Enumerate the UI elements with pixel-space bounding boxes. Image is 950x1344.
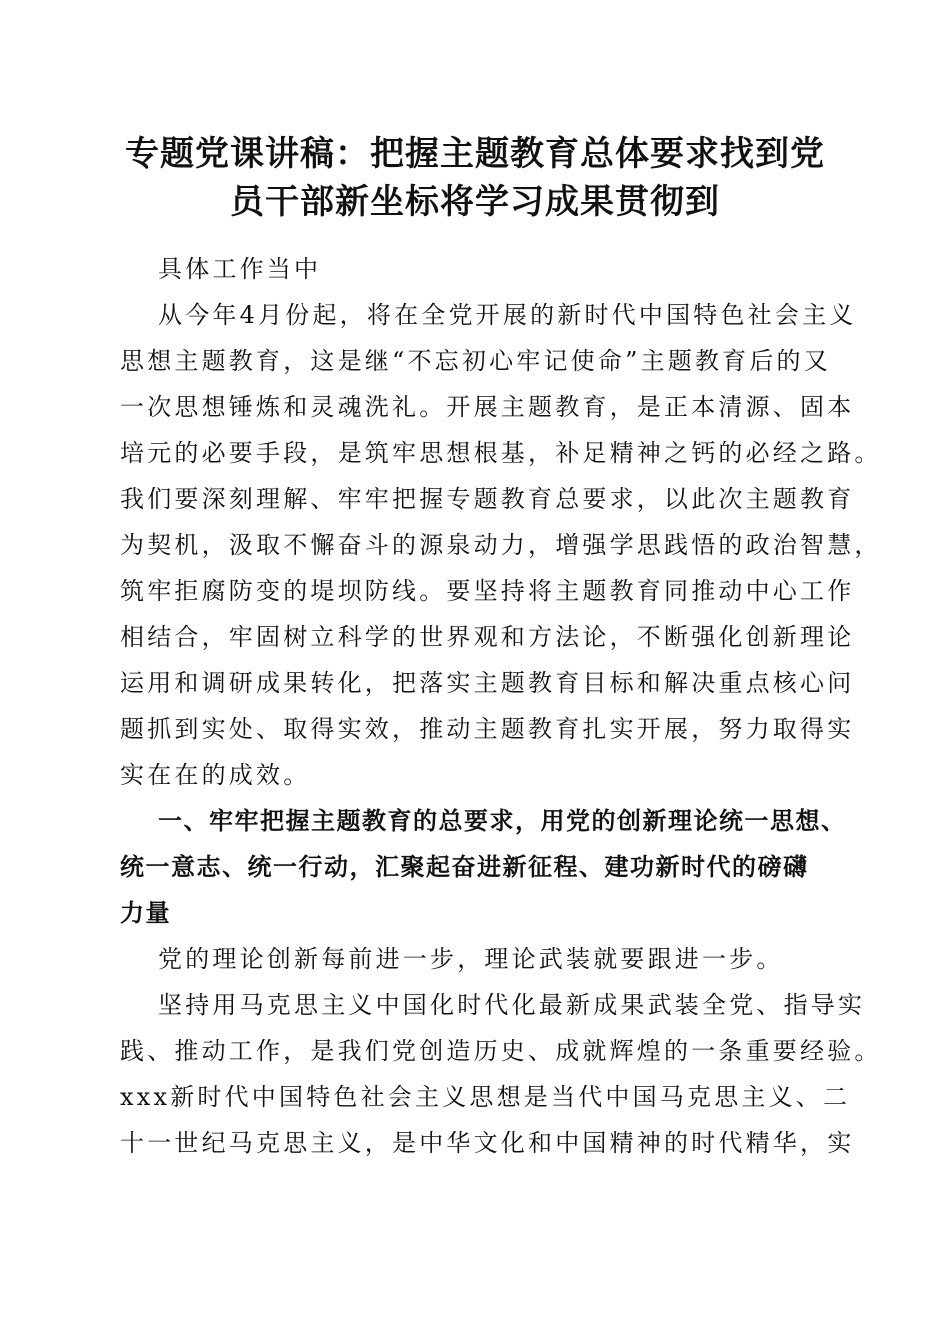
heading-line: 一、牢牢把握主题教育的总要求，用党的创新理论统一思想、 bbox=[158, 807, 847, 835]
text-line: 为契机，汲取不懈奋斗的源泉动力，增强学思践悟的政治智慧， bbox=[120, 531, 882, 559]
text-line: 坚持用马克思主义中国化时代化最新成果武装全党、指导实 bbox=[158, 991, 866, 1019]
section-heading-1 bbox=[120, 798, 847, 936]
text-line: 培元的必要手段，是筑牢思想根基，补足精神之钙的必经之路。 bbox=[120, 439, 882, 467]
text-line: xxx新时代中国特色社会主义思想是当代中国马克思主义、二 bbox=[120, 1083, 851, 1111]
document-body bbox=[120, 246, 882, 1166]
text-line: 从今年4月份起，将在全党开展的新时代中国特色社会主义 bbox=[158, 301, 857, 329]
title-line: 专题党课讲稿：把握主题教育总体要求找到党 bbox=[125, 134, 825, 174]
text-line: 题抓到实处、取得实效，推动主题教育扎实开展，努力取得实 bbox=[120, 715, 855, 743]
text-line: 我们要深刻理解、牢牢把握专题教育总要求，以此次主题教育 bbox=[120, 485, 855, 513]
text-line: 一次思想锤炼和灵魂洗礼。开展主题教育，是正本清源、固本 bbox=[120, 393, 855, 421]
text-line: 筑牢拒腐防变的堤坝防线。要坚持将主题教育同推动中心工作 bbox=[120, 577, 855, 605]
heading-line: 力量 bbox=[120, 899, 171, 927]
text-line: 践、推动工作，是我们党创造历史、成就辉煌的一条重要经验。 bbox=[120, 1037, 882, 1065]
heading-line: 统一意志、统一行动，汇聚起奋进新征程、建功新时代的磅礴 bbox=[120, 853, 809, 881]
text-line: 十一世纪马克思主义，是中华文化和中国精神的时代精华，实 bbox=[120, 1129, 855, 1157]
text-line: 具体工作当中 bbox=[158, 255, 322, 283]
document-title bbox=[110, 130, 840, 226]
paragraph-marxism bbox=[120, 982, 882, 1166]
paragraph-opening bbox=[120, 292, 882, 798]
paragraph-intro-fragment bbox=[120, 246, 836, 292]
text-line: 思想主题教育，这是继“不忘初心牢记使命”主题教育后的又 bbox=[120, 347, 831, 375]
paragraph-theory bbox=[120, 936, 836, 982]
text-line: 党的理论创新每前进一步，理论武装就要跟进一步。 bbox=[158, 945, 784, 973]
text-line: 运用和调研成果转化，把落实主题教育目标和解决重点核心问 bbox=[120, 669, 855, 697]
text-line: 相结合，牢固树立科学的世界观和方法论，不断强化创新理论 bbox=[120, 623, 855, 651]
text-line: 实在在的成效。 bbox=[120, 761, 311, 789]
title-line: 员干部新坐标将学习成果贯彻到 bbox=[230, 182, 720, 222]
